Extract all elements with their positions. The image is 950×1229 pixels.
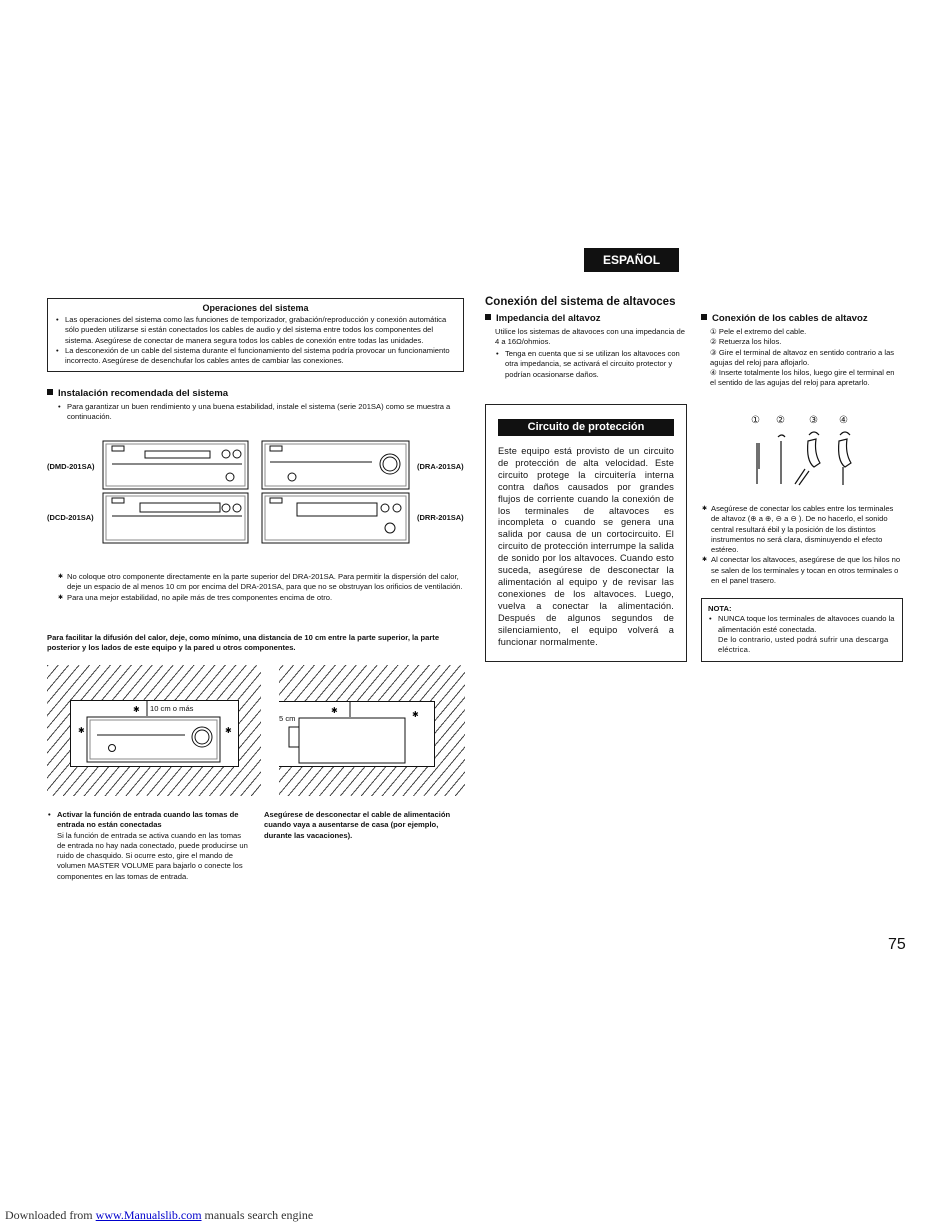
- cable-step: ① Pele el extremo del cable.: [710, 327, 807, 336]
- language-tab: ESPAÑOL: [584, 248, 679, 272]
- step-mark: ②: [776, 415, 785, 426]
- heat-note: Para facilitar la difusión del calor, deje, como mínimo, una distancia de 10 cm entre la parte superior, la parte posterior y los lados de este equipo y la pared u otros componentes.: [47, 633, 440, 653]
- units-drawing: [102, 440, 412, 550]
- front-clearance-diagram: [47, 665, 261, 796]
- cable-warning: ✱ Al conectar los altavoces, asegúrese de que los hilos no se salen de los terminales y tocan en otros terminales o en el panel trasero.: [701, 555, 903, 586]
- footer-prefix: Downloaded from: [5, 1208, 96, 1222]
- step-mark: ③: [809, 415, 818, 426]
- protection-body: Este equipo está provisto de un circuito de protección de alta velocidad. Este circuito protege la circuitería interna contra daños causados por grandes flujos de corriente cuando la conexión de los terminales de altavoces es incompleta o cuando se genera una salida por causa de un cortocircuito. El circuito de protección interrumpe la salida de sonido por los altavoces. Cuando esto suceda, asegúrese de desconectar la alimentación al equipo y de revisar las conexiones de los altavoces. Luego, vuelva a conectar la alimentación. Después de algunos segundos de silenciamiento, el equipo volverá a funcionar normalmente.: [498, 446, 674, 647]
- cable-step: ② Retuerza los hilos.: [710, 337, 782, 347]
- ops-bullet: • La desconexión de un cable del sistema durante el funcionamiento del sistema podría provocar un funcionamiento incorrecto. Asegúrese de desenchufar los cables antes de cambiar las conexiones.: [55, 346, 456, 367]
- svg-text:✱: ✱: [412, 710, 419, 719]
- cable-step: ④ Inserte totalmente los hilos, luego gire el terminal en el sentido de las agujas del reloj para apretarlo.: [710, 368, 895, 388]
- step-mark: ④: [839, 415, 848, 426]
- cable-step: ③ Gire el terminal de altavoz en sentido contrario a las agujas del reloj para aflojarlo.: [710, 347, 895, 367]
- install-note: ✱ No coloque otro componente directamente en la parte superior del DRA-201SA. Para permitir la dispersión del calor, deje un espacio de al menos 10 cm por encima del DRA-201SA, para que no se obstruyan los orificios de ventilación.: [57, 572, 465, 593]
- system-stack-illustration: [47, 440, 467, 550]
- input-function-note: [47, 810, 249, 882]
- protection-circuit-box: [485, 404, 687, 662]
- system-operations-box: [47, 298, 464, 372]
- cable-warnings: [701, 504, 903, 586]
- cable-steps-illustration: [745, 415, 865, 490]
- install-intro: • Para garantizar un buen rendimiento y una buena estabilidad, instale el sistema (serie 201SA) como se muestra a continuación.: [57, 402, 465, 423]
- clearance-top-label: 10 cm o más: [150, 704, 194, 713]
- ops-bullet: • Las operaciones del sistema como las funciones de temporizador, grabación/reproducción y conexión automática sólo pueden utilizarse si están conectados los cables de audio y del sistema entre todos los componentes del sistema. Asegúrese de conectar de manera segura todos los cables de conexión entre todas las unidades.: [55, 315, 456, 346]
- dra-label: (DRA-201SA): [417, 462, 464, 471]
- square-bullet-icon: [701, 314, 707, 320]
- install-note: ✱ Para una mejor estabilidad, no apile más de tres componentes encima de otro.: [57, 593, 465, 603]
- install-heading: Instalación recomendada del sistema: [47, 388, 228, 399]
- nota-box: [701, 598, 903, 662]
- footer: [5, 1208, 313, 1223]
- svg-text:✱: ✱: [78, 726, 85, 735]
- clearance-side-label: 5 cm: [279, 714, 296, 723]
- page-number: 75: [888, 936, 906, 953]
- protection-title: Circuito de protección: [498, 419, 674, 436]
- svg-text:✱: ✱: [331, 706, 338, 715]
- nota-title: NOTA:: [708, 604, 732, 613]
- impedance-body: Utilice los sistemas de altavoces con una impedancia de 4 a 16Ω/ohmios.: [495, 327, 685, 347]
- dmd-label: (DMD-201SA): [47, 462, 95, 471]
- power-cord-note: Asegúrese de desconectar el cable de alimentación cuando vaya a ausentarse de casa (por ejemplo, durante las vacaciones).: [264, 810, 451, 840]
- install-notes: [57, 572, 465, 603]
- nota-line: De lo contrario, usted podrá sufrir una descarga eléctrica.: [718, 634, 889, 655]
- system-operations-title: Operaciones del sistema: [202, 303, 309, 313]
- nota-line: • NUNCA toque los terminales de altavoces cuando la alimentación esté conectada.: [708, 614, 896, 635]
- input-function-body: Si la función de entrada se activa cuando en las tomas de entrada no hay nada conectado, puede producirse un ruido de chasquido. Si ocurre esto, gire el mando de volumen MASTER VOLUME para bajarlo o conecte los componentes en las tomas de entrada.: [57, 830, 248, 881]
- svg-text:✱: ✱: [225, 726, 232, 735]
- square-bullet-icon: [485, 314, 491, 320]
- manualslib-link[interactable]: www.Manualslib.com: [95, 1208, 202, 1222]
- dcd-label: (DCD-201SA): [47, 513, 94, 522]
- step-mark: ①: [751, 415, 760, 426]
- cable-steps: [710, 327, 902, 389]
- side-clearance-diagram: [279, 665, 465, 796]
- cables-heading: Conexión de los cables de altavoz: [701, 313, 868, 324]
- input-function-title: • Activar la función de entrada cuando las tomas de entrada no están conectadas: [47, 810, 249, 831]
- speaker-system-heading: Conexión del sistema de altavoces: [485, 296, 676, 308]
- impedance-note: • Tenga en cuenta que si se utilizan los altavoces con otra impedancia, se activará el circuito protector y podrían ocasionarse daños.: [495, 349, 687, 380]
- impedance-heading: Impedancia del altavoz: [485, 313, 601, 324]
- svg-text:✱: ✱: [133, 705, 140, 714]
- cable-warning: ✱ Asegúrese de conectar los cables entre los terminales de altavoz (⊕ a ⊕, ⊖ a ⊖ ). De no hacerlo, el sonido central resultará ébil y la posición de los distintos instrumentos no será clara, disminuyendo el efecto estéreo.: [701, 504, 903, 555]
- footer-suffix: manuals search engine: [201, 1208, 314, 1222]
- square-bullet-icon: [47, 389, 53, 395]
- drr-label: (DRR-201SA): [417, 513, 464, 522]
